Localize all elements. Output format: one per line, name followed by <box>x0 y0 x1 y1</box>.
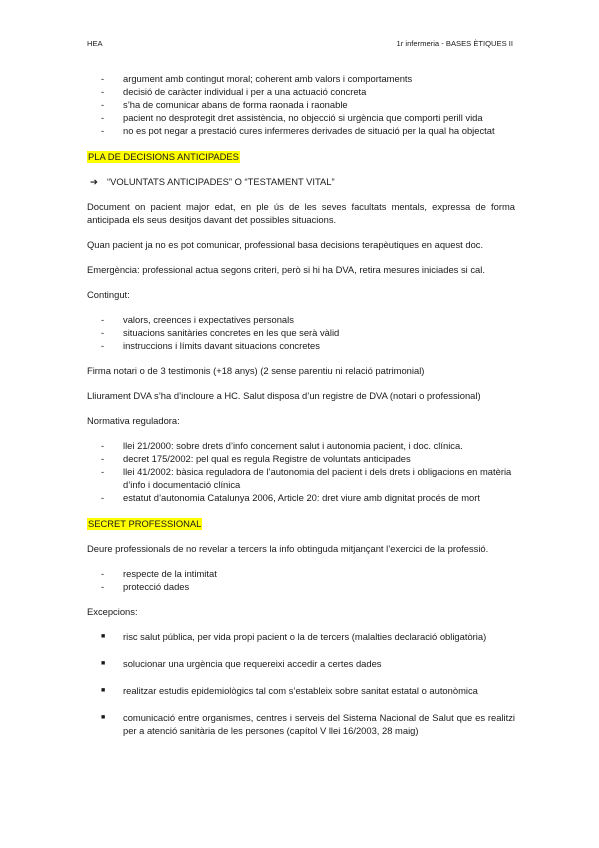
list-item <box>87 711 515 737</box>
list-item: - no es pot negar a prestació cures infermeres derivades de situació per la qual ha objectat <box>87 124 515 137</box>
section-heading-secret: SECRET PROFESSIONAL <box>88 518 202 529</box>
square-bullet-icon: ■ <box>101 633 106 640</box>
list-item <box>87 684 515 697</box>
page-content <box>87 72 515 751</box>
list-item <box>87 630 515 643</box>
list-item: - llei 21/2000: sobre drets d’info concernent salut i autonomia pacient, i doc. clínica. <box>87 439 515 452</box>
exception-text: risc salut pública, per vida propi pacient o la de tercers (malalties declaració obligatòria) <box>123 631 487 642</box>
subtitle: “VOLUNTATS ANTICIPADES” O “TESTAMENT VITAL” <box>107 176 335 187</box>
contingut-label: Contingut: <box>87 289 130 300</box>
list-item: - decret 175/2002: pel qual es regula Registre de voluntats anticipades <box>87 452 515 465</box>
section-heading-plan: PLA DE DECISIONS ANTICIPADES <box>88 151 239 162</box>
list-item: - pacient no desprotegit dret assistència, no objecció si urgència que comporti perill vida <box>87 111 515 124</box>
paragraph-communication: Quan pacient ja no es pot comunicar, professional basa decisions terapèutiques en aquest doc. <box>87 239 484 250</box>
intro-list <box>87 72 515 137</box>
excepcions-list <box>87 630 515 737</box>
list-item: - situacions sanitàries concretes en les que serà vàlid <box>87 326 515 339</box>
subtitle-line <box>87 175 515 188</box>
contingut-list <box>87 313 515 352</box>
list-item: - valors, creences i expectatives personals <box>87 313 515 326</box>
exception-text: realitzar estudis epidemiològics tal com s’estableix sobre sanitat estatal o autonòmica <box>123 685 478 696</box>
list-item: - decisió de caràcter individual i per a una actuació concreta <box>87 85 515 98</box>
list-item <box>87 657 515 670</box>
square-bullet-icon: ■ <box>101 714 106 721</box>
secret-list <box>87 567 515 593</box>
square-bullet-icon: ■ <box>101 660 106 667</box>
list-item: - estatut d’autonomia Catalunya 2006, Article 20: dret viure amb dignitat procés de mort <box>87 491 515 504</box>
paragraph-firma: Firma notari o de 3 testimonis (+18 anys) (2 sense parentiu ni relació patrimonial) <box>87 365 425 376</box>
normativa-list <box>87 439 515 504</box>
exception-text: comunicació entre organismes, centres i serveis del Sistema Nacional de Salut que es realitzi per a atenció sanitària de les persones (capítol V llei 16/2003, 28 maig) <box>123 712 515 736</box>
list-item: - llei 41/2002: bàsica reguladora de l’autonomia del pacient i dels drets i obligacions en matèria d’info i documentació clínica <box>87 465 515 491</box>
arrow-right-icon: ➔ <box>90 176 98 187</box>
excepcions-label: Excepcions: <box>87 606 138 617</box>
header-right: 1r infermeria - BASES ÈTIQUES II <box>396 39 513 48</box>
normativa-label: Normativa reguladora: <box>87 415 180 426</box>
header-left: HEA <box>87 39 103 48</box>
paragraph-emergency: Emergència: professional actua segons criteri, però si hi ha DVA, retira mesures iniciades si cal. <box>87 264 485 275</box>
list-item: - respecte de la intimitat <box>87 567 515 580</box>
exception-text: solucionar una urgència que requereixi accedir a certes dades <box>123 658 382 669</box>
paragraph-definition: Document on pacient major edat, en ple ús de les seves facultats mentals, expressa de forma anticipada els seus desitjos davant det possibles situacions. <box>87 201 515 225</box>
list-item: - protecció dades <box>87 580 515 593</box>
paragraph-lliurament: Lliurament DVA s’ha d’incloure a HC. Salut disposa d’un registre de DVA (notari o professional) <box>87 390 481 401</box>
list-item: - s’ha de comunicar abans de forma raonada i raonable <box>87 98 515 111</box>
list-item: - argument amb contingut moral; coherent amb valors i comportaments <box>87 72 515 85</box>
list-item: - instruccions i límits davant situacions concretes <box>87 339 515 352</box>
square-bullet-icon: ■ <box>101 687 106 694</box>
paragraph-deure: Deure professionals de no revelar a tercers la info obtinguda mitjançant l’exercici de la professió. <box>87 543 489 554</box>
